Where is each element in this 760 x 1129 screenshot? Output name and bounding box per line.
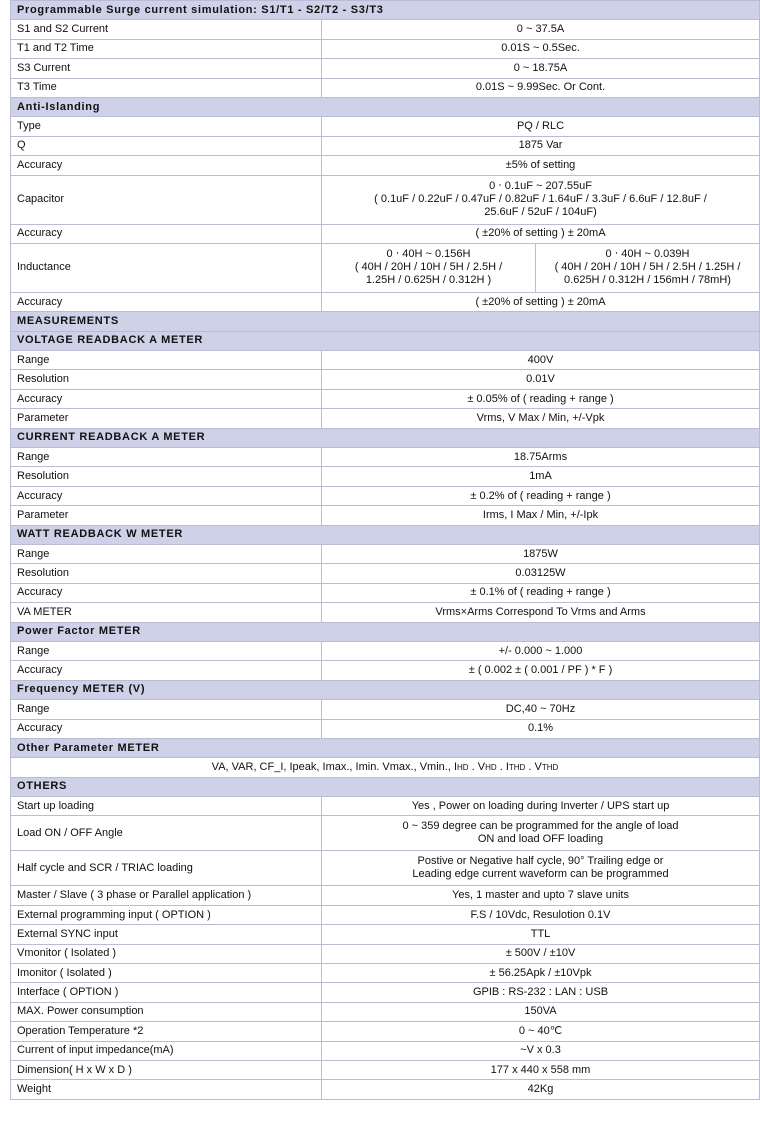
table-row — [11, 564, 760, 583]
section-header-voltage — [11, 331, 760, 350]
value-line: Postive or Negative half cycle, 90° Trailing edge or — [417, 855, 664, 868]
table-row — [11, 506, 760, 525]
table-row — [11, 816, 760, 851]
table-row — [11, 389, 760, 408]
row-label: External SYNC input — [11, 925, 322, 944]
section-header-surge — [11, 1, 760, 20]
row-label: Resolution — [11, 467, 322, 486]
capacitor-values — [322, 175, 760, 224]
row-value: F.S / 10Vdc, Resulotion 0.1V — [322, 905, 760, 924]
row-label: Parameter — [11, 506, 322, 525]
row-label: Start up loading — [11, 797, 322, 816]
row-value — [322, 816, 760, 851]
table-row — [11, 925, 760, 944]
value-line: ( 0.1uF / 0.22uF / 0.47uF / 0.82uF / 1.64uF / 3.3uF / 6.6uF / 12.8uF / — [374, 193, 707, 206]
row-label: Accuracy — [11, 224, 322, 243]
row-value — [322, 851, 760, 886]
row-value: 42Kg — [322, 1080, 760, 1099]
row-label: Accuracy — [11, 389, 322, 408]
row-label: Weight — [11, 1080, 322, 1099]
row-label: Parameter — [11, 409, 322, 428]
row-value: 1mA — [322, 467, 760, 486]
section-title: WATT READBACK W METER — [11, 525, 760, 544]
table-row — [11, 1022, 760, 1041]
row-label: MAX. Power consumption — [11, 1002, 322, 1021]
row-value: 1875W — [322, 544, 760, 563]
value-line: 0 ~ 359 degree can be programmed for the angle of load — [402, 820, 679, 833]
parameter-subscript: HD — [485, 762, 497, 772]
separator: . — [496, 760, 506, 773]
section-title: Other Parameter METER — [11, 738, 760, 757]
row-value: ± 0.1% of ( reading + range ) — [322, 583, 760, 602]
parameter-subscript: THD — [508, 762, 526, 772]
table-row — [11, 1080, 760, 1099]
table-row — [11, 78, 760, 97]
table-row — [11, 583, 760, 602]
value-line: ( 40H / 20H / 10H / 5H / 2.5H / 1.25H / — [554, 261, 741, 274]
row-label: External programming input ( OPTION ) — [11, 905, 322, 924]
row-value: Vrms, V Max / Min, +/-Vpk — [322, 409, 760, 428]
table-row — [11, 448, 760, 467]
table-row — [11, 1002, 760, 1021]
row-label: Range — [11, 700, 322, 719]
row-value: 400V — [322, 351, 760, 370]
row-label: Range — [11, 641, 322, 660]
parameter-text: I — [505, 760, 509, 773]
row-value: ± 0.2% of ( reading + range ) — [322, 486, 760, 505]
row-value: Yes, 1 master and upto 7 slave units — [322, 886, 760, 905]
row-label: Dimension( H x W x D ) — [11, 1060, 322, 1079]
table-row — [11, 719, 760, 738]
table-row — [11, 886, 760, 905]
row-value: ± ( 0.002 ± ( 0.001 / PF ) * F ) — [322, 661, 760, 680]
row-label: Accuracy — [11, 583, 322, 602]
row-value: Vrms×Arms Correspond To Vrms and Arms — [322, 603, 760, 622]
table-row — [11, 964, 760, 983]
row-label: Accuracy — [11, 486, 322, 505]
parameter-text: V — [477, 760, 486, 773]
value-line: ON and load OFF loading — [477, 833, 604, 846]
table-row — [11, 467, 760, 486]
table-row — [11, 351, 760, 370]
row-value: 0.01S ~ 0.5Sec. — [322, 39, 760, 58]
table-row — [11, 224, 760, 243]
row-value: 0 ~ 18.75A — [322, 59, 760, 78]
other-parameter-list — [11, 758, 760, 777]
section-title: Anti-Islanding — [11, 97, 760, 116]
row-label: Resolution — [11, 564, 322, 583]
section-header-power-factor — [11, 622, 760, 641]
row-label: S3 Current — [11, 59, 322, 78]
inductance-values-a — [322, 243, 536, 292]
row-value: 0.1% — [322, 719, 760, 738]
row-label: Accuracy — [11, 719, 322, 738]
table-row — [11, 905, 760, 924]
row-value: 0.03125W — [322, 564, 760, 583]
row-label: Imonitor ( Isolated ) — [11, 964, 322, 983]
table-row — [11, 409, 760, 428]
row-value: PQ / RLC — [322, 117, 760, 136]
row-label: Type — [11, 117, 322, 136]
table-row — [11, 370, 760, 389]
value-line: 0 ‧ 40H ~ 0.156H — [386, 248, 471, 261]
row-value: 0 ~ 37.5A — [322, 20, 760, 39]
row-label: T3 Time — [11, 78, 322, 97]
row-label: Load ON / OFF Angle — [11, 816, 322, 851]
row-value: 0.01S ~ 9.99Sec. Or Cont. — [322, 78, 760, 97]
row-label: Current of input impedance(mA) — [11, 1041, 322, 1060]
row-label: Q — [11, 136, 322, 155]
table-row — [11, 117, 760, 136]
row-value: 1875 Var — [322, 136, 760, 155]
row-label: Capacitor — [11, 175, 322, 224]
table-row — [11, 700, 760, 719]
section-title: OTHERS — [11, 777, 760, 796]
table-row — [11, 641, 760, 660]
row-value: ~V x 0.3 — [322, 1041, 760, 1060]
table-row — [11, 797, 760, 816]
table-row — [11, 603, 760, 622]
table-row — [11, 661, 760, 680]
section-header-other-parameter — [11, 738, 760, 757]
row-value: ( ±20% of setting ) ± 20mA — [322, 292, 760, 311]
row-value: 177 x 440 x 558 mm — [322, 1060, 760, 1079]
row-label: Inductance — [11, 243, 322, 292]
value-line: 0 ‧ 40H ~ 0.039H — [605, 248, 690, 261]
section-header-current — [11, 428, 760, 447]
row-value: Irms, I Max / Min, +/-Ipk — [322, 506, 760, 525]
row-label: Accuracy — [11, 156, 322, 175]
section-title: Power Factor METER — [11, 622, 760, 641]
row-value: 0 ~ 40℃ — [322, 1022, 760, 1041]
row-label: Accuracy — [11, 661, 322, 680]
row-label: S1 and S2 Current — [11, 20, 322, 39]
row-value: +/- 0.000 ~ 1.000 — [322, 641, 760, 660]
row-label: T1 and T2 Time — [11, 39, 322, 58]
row-value: ±5% of setting — [322, 156, 760, 175]
row-value: ± 0.05% of ( reading + range ) — [322, 389, 760, 408]
row-value: 0.01V — [322, 370, 760, 389]
table-row — [11, 136, 760, 155]
row-label: Resolution — [11, 370, 322, 389]
value-line: 0 ‧ 0.1uF ~ 207.55uF — [489, 180, 592, 193]
table-row — [11, 292, 760, 311]
row-value: ( ±20% of setting ) ± 20mA — [322, 224, 760, 243]
row-value: TTL — [322, 925, 760, 944]
section-header-anti-islanding — [11, 97, 760, 116]
section-title: Frequency METER (V) — [11, 680, 760, 699]
section-title: MEASUREMENTS — [11, 312, 760, 331]
table-row-other-parameters — [11, 758, 760, 777]
row-label: Range — [11, 448, 322, 467]
inductance-values-b — [536, 243, 760, 292]
row-value: ± 500V / ±10V — [322, 944, 760, 963]
row-label: Interface ( OPTION ) — [11, 983, 322, 1002]
parameter-subscript: HD — [457, 762, 469, 772]
row-value: GPIB : RS-232 : LAN : USB — [322, 983, 760, 1002]
separator: . — [468, 760, 478, 773]
table-row — [11, 944, 760, 963]
table-row — [11, 544, 760, 563]
table-row-inductance — [11, 243, 760, 292]
parameter-subscript: THD — [541, 762, 559, 772]
row-label: VA METER — [11, 603, 322, 622]
section-header-frequency — [11, 680, 760, 699]
row-label: Half cycle and SCR / TRIAC loading — [11, 851, 322, 886]
parameter-text: V — [534, 760, 542, 773]
row-label: Range — [11, 544, 322, 563]
value-line: 0.625H / 0.312H / 156mH / 78mH) — [564, 274, 731, 287]
spec-table — [10, 0, 760, 1100]
table-row — [11, 1060, 760, 1079]
row-label: Operation Temperature *2 — [11, 1022, 322, 1041]
row-label: Accuracy — [11, 292, 322, 311]
row-value: 150VA — [322, 1002, 760, 1021]
parameter-text: VA, VAR, CF_I, Ipeak, Imax., Imin. Vmax., Vmin., — [211, 760, 454, 773]
separator: . — [525, 760, 535, 773]
section-title: Programmable Surge current simulation: S1/T1 - S2/T2 - S3/T3 — [11, 1, 760, 20]
table-row — [11, 59, 760, 78]
table-row — [11, 39, 760, 58]
section-header-measurements — [11, 312, 760, 331]
row-label: Vmonitor ( Isolated ) — [11, 944, 322, 963]
section-header-others — [11, 777, 760, 796]
table-row — [11, 851, 760, 886]
section-title: VOLTAGE READBACK A METER — [11, 331, 760, 350]
row-label: Range — [11, 351, 322, 370]
table-row — [11, 156, 760, 175]
section-header-watt — [11, 525, 760, 544]
value-line: 25.6uF / 52uF / 104uF) — [484, 206, 597, 219]
value-line: 1.25H / 0.625H / 0.312H ) — [365, 274, 492, 287]
value-line: ( 40H / 20H / 10H / 5H / 2.5H / — [354, 261, 503, 274]
row-value: DC,40 ~ 70Hz — [322, 700, 760, 719]
row-label: Master / Slave ( 3 phase or Parallel application ) — [11, 886, 322, 905]
row-value: Yes , Power on loading during Inverter / UPS start up — [322, 797, 760, 816]
table-row — [11, 486, 760, 505]
table-row — [11, 1041, 760, 1060]
row-value: ± 56.25Apk / ±10Vpk — [322, 964, 760, 983]
table-row — [11, 983, 760, 1002]
section-title: CURRENT READBACK A METER — [11, 428, 760, 447]
parameter-text: I — [453, 760, 458, 773]
value-line: Leading edge current waveform can be programmed — [412, 868, 669, 881]
row-value: 18.75Arms — [322, 448, 760, 467]
table-row — [11, 20, 760, 39]
table-row-capacitor — [11, 175, 760, 224]
